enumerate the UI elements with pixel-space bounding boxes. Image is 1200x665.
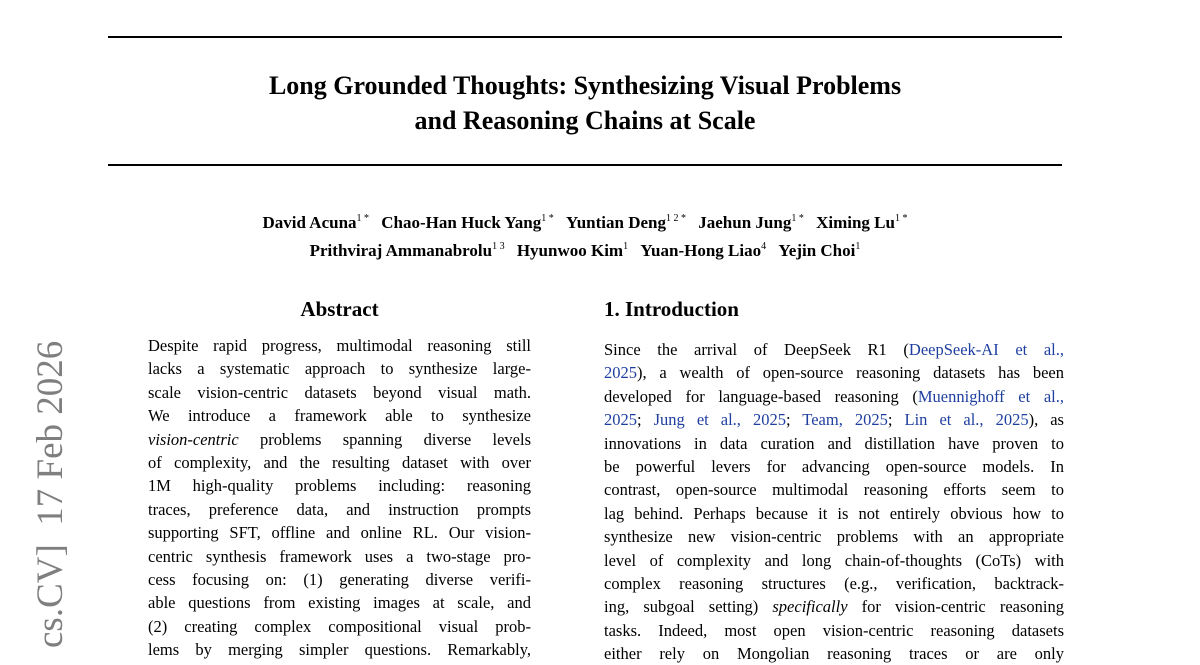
paper-title [108, 68, 1062, 138]
abstract-line: (2) creating complex compositional visual prob- [148, 616, 531, 636]
author-row-1 [108, 207, 1062, 235]
author: Yuan-Hong Liao$^4$ [640, 241, 767, 260]
abstract-body [148, 334, 531, 661]
intro-line: synthesize new vision-centric problems with an appropriate [604, 527, 1064, 547]
intro-line: contrast, open-source multimodal reasoning efforts seem to [604, 480, 1064, 500]
author: Ximing $Lu^{1 *}$ [816, 213, 908, 232]
abstract-line: Despite rapid progress, multimodal reasoning still [148, 336, 531, 355]
intro-line: ing, subgoal setting) specifically for vision-centric reasoning [604, 597, 1064, 617]
intro-line: 2025), a wealth of open-source reasoning datasets has been [604, 363, 1064, 383]
author: Prithviraj Ammanabrolu$^{1 3}$ [309, 241, 505, 260]
title-line-2: and Reasoning Chains at Scale [414, 106, 756, 135]
citation-link[interactable]: Lin et al., 2025 [904, 410, 1029, 430]
abstract-line: scale vision-centric datasets beyond visual math. [148, 382, 531, 402]
title-line-1: Long Grounded Thoughts: Synthesizing Visual Problems [268, 71, 902, 100]
abstract-line: We introduce a framework able to synthesize [148, 406, 531, 426]
author: Chao-Han Huck Yang$^{1 *}$ [381, 213, 554, 232]
intro-line: 2025; Jung et al., 2025; Team, 2025; Lin et al., 2025), as [604, 410, 1064, 430]
author: Yejin Choi$^1$ [778, 241, 861, 260]
intro-line: developed for language-based reasoning (Muennighoff et al., [604, 386, 1064, 406]
intro-line: complex reasoning structures (e.g., verification, backtrack- [604, 573, 1064, 593]
abstract-line: supporting SFT, offline and online RL. Our vision- [148, 523, 531, 543]
author: David Acuna$^{1 *}$ [262, 213, 370, 232]
introduction-body [604, 338, 1064, 665]
abstract-line: cess focusing on: (1) generating diverse verifi- [148, 569, 531, 589]
abstract-line: lacks a systematic approach to synthesize large- [148, 359, 531, 379]
citation-link[interactable]: Team, 2025 [802, 410, 888, 430]
citation-link[interactable]: Muennighoff et al., [917, 386, 1064, 406]
intro-line: tasks. Indeed, most open vision-centric reasoning datasets [604, 620, 1064, 640]
author: Yuntian Deng$^{1 2 *}$ [566, 213, 686, 232]
intro-line: lag behind. Perhaps because it is not entirely obvious how to [604, 503, 1064, 523]
introduction-heading: 1. Introduction [604, 297, 739, 321]
author: Hyunwoo Kim$^1$ [516, 241, 629, 260]
abstract-heading: Abstract [300, 297, 379, 321]
top-rule [108, 36, 1062, 38]
citation-link[interactable]: DeepSeek-AI et al., [908, 340, 1064, 359]
abstract-line: centric synthesis framework uses a two-stage pro- [148, 546, 531, 566]
citation-link[interactable]: 2025 [604, 410, 637, 430]
arxiv-stamp: cs.CV] 17 Feb 2026 [30, 340, 71, 648]
intro-line: Since the arrival of DeepSeek R1 (DeepSeek-AI et al., [604, 340, 1064, 359]
author-list [108, 207, 1062, 263]
abstract-line: lems by merging simpler questions. Remarkably, [148, 640, 531, 660]
abstract-line: vision-centric problems spanning diverse levels [148, 429, 531, 449]
citation-link[interactable]: Jung et al., 2025 [653, 410, 786, 430]
abstract-line: 1M high-quality problems including: reasoning [148, 476, 531, 496]
intro-line: be powerful levers for advancing open-source models. In [604, 456, 1064, 476]
abstract-line: able questions from existing images at scale, and [148, 593, 531, 613]
intro-line: level of complexity and long chain-of-thoughts (CoTs) with [604, 550, 1064, 570]
abstract-line: traces, preference data, and instruction prompts [148, 499, 531, 519]
title-bottom-rule [108, 164, 1062, 166]
intro-line: either rely on Mongolian reasoning traces or are only [604, 644, 1064, 664]
intro-line: innovations in data curation and distillation have proven to [604, 433, 1064, 453]
author: Jaehun Jung$^{1 *}$ [698, 213, 804, 232]
citation-link[interactable]: 2025 [604, 363, 637, 383]
author-row-2 [108, 235, 1062, 263]
abstract-line: of complexity, and the resulting dataset with over [148, 452, 531, 472]
